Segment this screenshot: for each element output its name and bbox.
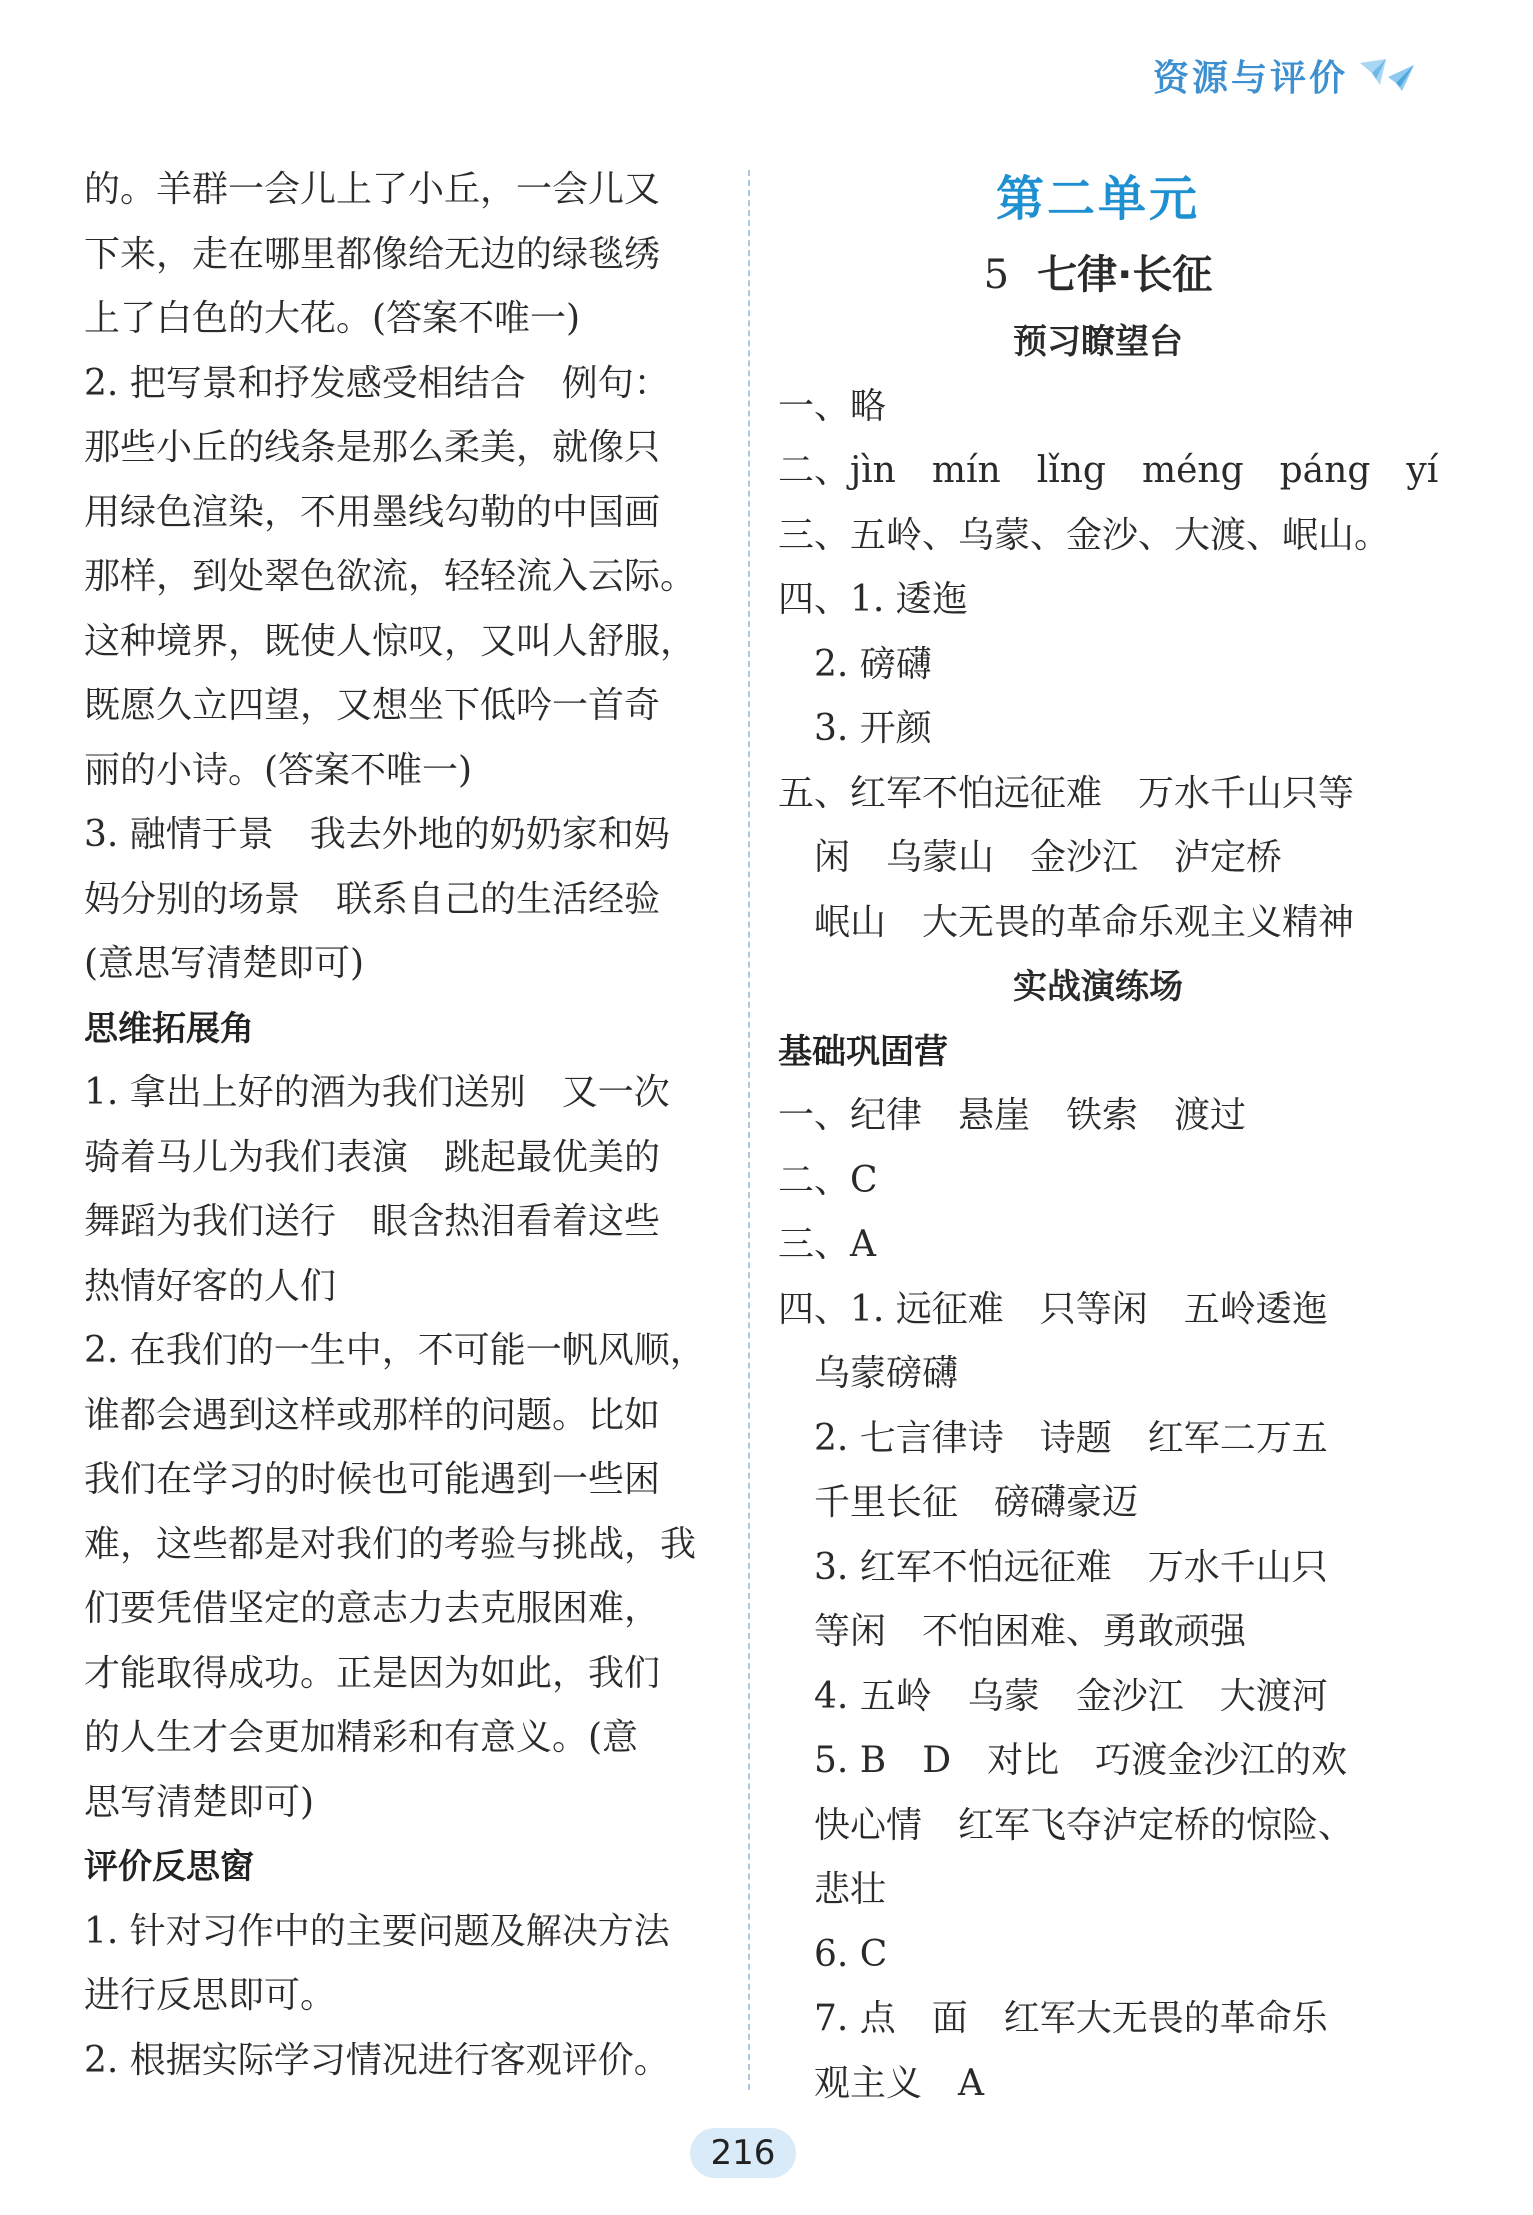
text-line: 四、1. 远征难 只等闲 五岭逶迤 xyxy=(778,1288,1328,1330)
paper-planes-icon xyxy=(1356,55,1418,97)
text-line: 2. 把写景和抒发感受相结合 例句： xyxy=(84,362,670,404)
answer-line: 二、jìn mín lǐng méng páng yí xyxy=(778,450,1439,491)
text-line: (意思写清楚即可) xyxy=(84,943,365,984)
text-line: 才能取得成功。正是因为如此，我们 xyxy=(84,1652,661,1694)
left-column xyxy=(84,158,730,2093)
text-line: 进行反思即可。 xyxy=(84,1975,337,2016)
answer-line: 一、纪律 悬崖 铁索 渡过 xyxy=(778,1095,1247,1136)
text-line: 热情好客的人们 xyxy=(84,1265,337,1307)
answer-2 xyxy=(84,352,730,804)
text-line: 闲 乌蒙山 金沙江 泸定桥 xyxy=(814,837,1283,878)
text-line: 的人生才会更加精彩和有意义。(意 xyxy=(84,1717,639,1758)
answer-4-3 xyxy=(778,1536,1418,1665)
lesson-name: 七律·长征 xyxy=(1037,252,1213,298)
text-line: 3. 融情于景 我去外地的奶奶家和妈 xyxy=(84,814,670,855)
text-line: 那些小丘的线条是那么柔美，就像只 xyxy=(84,427,661,468)
page-number: 216 xyxy=(690,2128,796,2178)
text-line: 谁都会遇到这样或那样的问题。比如 xyxy=(84,1394,661,1436)
thinking-answer-2 xyxy=(84,1319,730,1835)
text-line: 2. 在我们的一生中，不可能一帆风顺， xyxy=(84,1330,706,1371)
text-line: 7. 点 面 红军大无畏的革命乐 xyxy=(814,1998,1328,2039)
lesson-title xyxy=(778,240,1418,310)
text-line: 用绿色渲染，不用墨线勾勒的中国画 xyxy=(84,491,661,533)
answer-line: 三、A xyxy=(778,1224,876,1265)
answer-4-4: 4. 五岭 乌蒙 金沙江 大渡河 xyxy=(814,1675,1328,1717)
text-line: 丽的小诗。(答案不唯一) xyxy=(84,749,473,791)
answer-continuation xyxy=(84,158,730,352)
answer-4-5 xyxy=(778,1729,1418,1923)
answer-line: 一、略 xyxy=(778,385,887,427)
text-line: 5. B D 对比 巧渡金沙江的欢 xyxy=(814,1740,1348,1781)
text-line: 快心情 红军飞夺泸定桥的惊险、 xyxy=(814,1804,1355,1846)
answer-5 xyxy=(778,762,1418,956)
reflection-answer-1 xyxy=(84,1900,730,2029)
answer-4-7 xyxy=(778,1987,1418,2116)
section-heading-reflection: 评价反思窗 xyxy=(84,1847,254,1887)
text-line: 3. 红军不怕远征难 万水千山只 xyxy=(814,1546,1328,1588)
answer-line: 3. 开颜 xyxy=(814,708,932,749)
text-line: 2. 七言律诗 诗题 红军二万五 xyxy=(814,1417,1328,1459)
reflection-answer-2: 2. 根据实际学习情况进行客观评价。 xyxy=(84,2039,670,2081)
lesson-number: 5 xyxy=(983,252,1010,298)
text-line: 们要凭借坚定的意志力去克服困难， xyxy=(84,1588,661,1629)
text-line: 那样，到处翠色欲流，轻轻流入云际。 xyxy=(84,556,697,597)
subheading-preview: 预习瞭望台 xyxy=(1013,322,1183,362)
thinking-answer-1 xyxy=(84,1061,730,1319)
answer-4-2 xyxy=(778,1407,1418,1536)
text-line: 千里长征 磅礴豪迈 xyxy=(814,1482,1139,1523)
answer-line: 2. 磅礴 xyxy=(814,643,932,685)
answer-3 xyxy=(84,803,730,997)
text-line: 思写清楚即可) xyxy=(84,1781,315,1823)
text-line: 难，这些都是对我们的考验与挑战，我 xyxy=(84,1523,697,1565)
subheading-practice: 实战演练场 xyxy=(1013,967,1183,1007)
answer-line: 四、1. 逶迤 xyxy=(778,579,968,620)
text-line: 的。羊群一会儿上了小丘，一会儿又 xyxy=(84,169,661,210)
answer-line: 三、五岭、乌蒙、金沙、大渡、岷山。 xyxy=(778,514,1391,556)
section-heading-basics: 基础巩固营 xyxy=(778,1031,948,1072)
text-line: 舞蹈为我们送行 眼含热泪看着这些 xyxy=(84,1201,661,1242)
text-line: 岷山 大无畏的革命乐观主义精神 xyxy=(814,901,1355,943)
answer-line: 二、C xyxy=(778,1159,878,1201)
text-line: 既愿久立四望，又想坐下低吟一首奇 xyxy=(84,685,661,726)
text-line: 悲壮 xyxy=(814,1869,887,1910)
text-line: 这种境界，既使人惊叹，又叫人舒服， xyxy=(84,620,697,662)
answer-4-6: 6. C xyxy=(814,1933,888,1975)
header-title: 资源与评价 xyxy=(1152,58,1348,99)
text-line: 下来，走在哪里都像给无边的绿毯绣 xyxy=(84,233,661,275)
column-divider xyxy=(748,170,750,2090)
text-line: 1. 拿出上好的酒为我们送别 又一次 xyxy=(84,1072,670,1113)
text-line: 我们在学习的时候也可能遇到一些困 xyxy=(84,1459,661,1500)
section-heading-thinking: 思维拓展角 xyxy=(84,1008,254,1049)
text-line: 妈分别的场景 联系自己的生活经验 xyxy=(84,878,661,920)
right-column xyxy=(778,158,1439,2116)
answer-4-1 xyxy=(778,1278,1418,1407)
page-header xyxy=(1153,50,1418,101)
text-line: 乌蒙磅礴 xyxy=(814,1353,959,1394)
text-line: 上了白色的大花。(答案不唯一) xyxy=(84,298,581,339)
text-line: 五、红军不怕远征难 万水千山只等 xyxy=(778,772,1355,814)
text-line: 骑着马儿为我们表演 跳起最优美的 xyxy=(84,1136,661,1178)
unit-title: 第二单元 xyxy=(995,171,1200,227)
text-line: 等闲 不怕困难、勇敢顽强 xyxy=(814,1611,1247,1652)
text-line: 1. 针对习作中的主要问题及解决方法 xyxy=(84,1910,670,1952)
text-line: 观主义 A xyxy=(814,2062,984,2104)
